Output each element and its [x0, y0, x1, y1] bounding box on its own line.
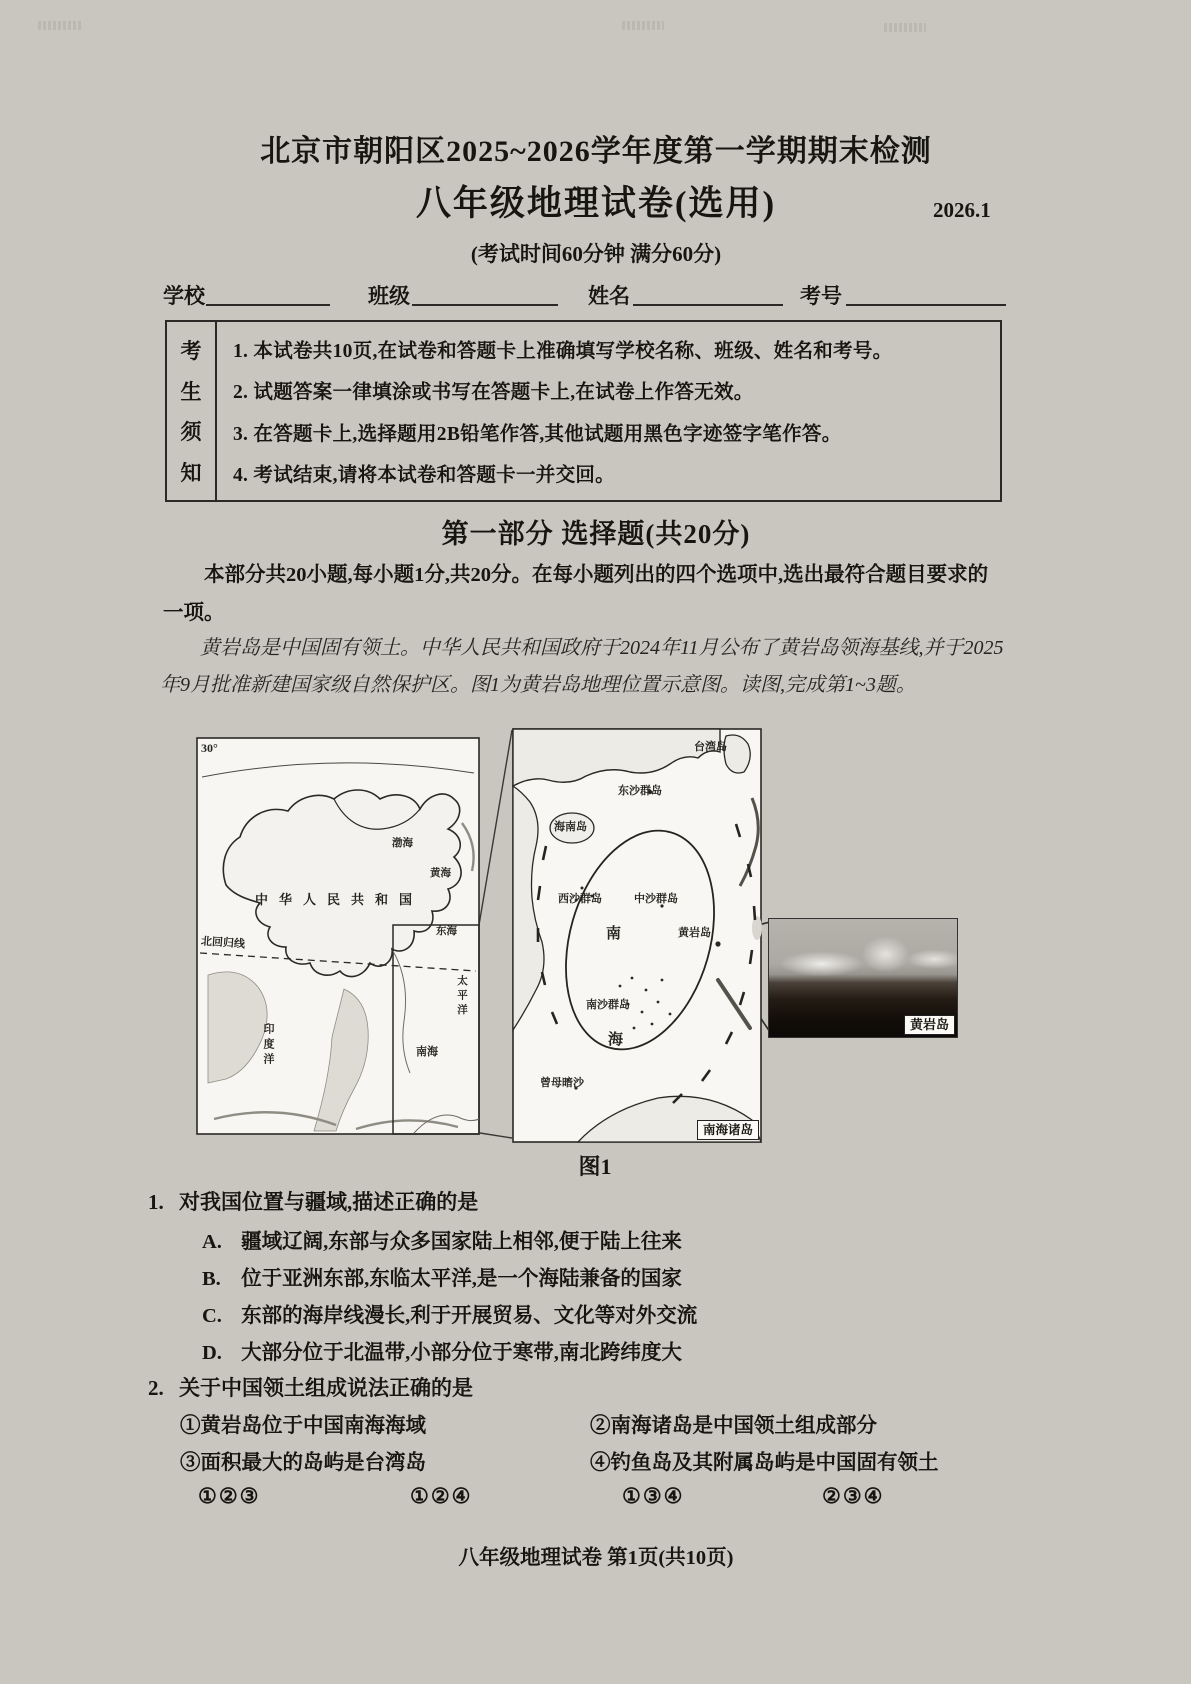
dongsha-islands-label: 东沙群岛: [618, 785, 662, 797]
field-label-number: 考号: [800, 284, 842, 308]
page-subtitle: 八年级地理试卷(选用): [415, 184, 777, 223]
option-key: C.: [202, 1305, 222, 1327]
notice-box: [165, 320, 1002, 502]
choice-b: ①②④: [410, 1484, 473, 1508]
country-label: 中华人民共和国: [254, 892, 423, 907]
option-key: A.: [202, 1231, 222, 1253]
notice-item: 2. 试题答案一律填涂或书写在答题卡上,在试卷上作答无效。: [233, 382, 754, 404]
notice-side-label: [167, 322, 217, 500]
south-china-sea-islands-box-label: 南海诸岛: [697, 1120, 759, 1140]
field-label-name: 姓名: [588, 284, 630, 308]
question-number: 1.: [148, 1190, 164, 1214]
option-text: 东部的海岸线漫长,利于开展贸易、文化等对外交流: [241, 1305, 698, 1327]
zengmu-reef-label: 曾母暗沙: [540, 1077, 584, 1089]
field-label-school: 学校: [163, 284, 205, 308]
notice-items: [217, 322, 1000, 500]
name-blank-line: [633, 280, 783, 306]
field-label-class: 班级: [368, 284, 410, 308]
page-footer: 八年级地理试卷 第1页(共10页): [458, 1547, 734, 1569]
choice-a: ①②③: [198, 1484, 261, 1508]
inset-connector-line: [479, 730, 512, 925]
tropic-label: 北回归线: [200, 935, 246, 951]
notice-side-char: 生: [180, 379, 202, 404]
statement-3: ③面积最大的岛屿是台湾岛: [180, 1452, 426, 1474]
option-row-c: [202, 1298, 697, 1328]
print-mark: [38, 21, 82, 30]
indian-ocean-label: 印度洋: [262, 1023, 274, 1068]
bohai-sea-label: 渤海: [392, 838, 413, 849]
statement-4: ④钓鱼岛及其附属岛屿是中国固有领土: [590, 1452, 939, 1474]
huangyan-island-marker: [715, 941, 720, 946]
notice-item: 1. 本试卷共10页,在试卷和答题卡上准确填写学校名称、班级、姓名和考号。: [233, 340, 893, 362]
south-china-sea-map: [512, 728, 762, 1143]
section-intro: 本部分共20小题,每小题1分,共20分。在每小题列出的四个选项中,选出最符合题目要求的一项。: [163, 564, 989, 624]
page-title: 北京市朝阳区2025~2026学年度第一学期期末检测: [260, 135, 932, 168]
exam-date: 2026.1: [933, 198, 991, 222]
huangyan-island-label: 黄岩岛: [678, 927, 711, 939]
question-1: [148, 1186, 478, 1216]
south-china-sea-label: 南海: [416, 1046, 438, 1058]
question-stem: 对我国位置与疆域,描述正确的是: [179, 1190, 479, 1214]
xisha-islands-label: 西沙群岛: [558, 893, 602, 905]
option-text: 位于亚洲东部,东临太平洋,是一个海陆兼备的国家: [241, 1268, 682, 1290]
notice-item: 3. 在答题卡上,选择题用2B铅笔作答,其他试题用黑色字迹签字笔作答。: [233, 423, 842, 445]
option-row-b: [202, 1261, 682, 1291]
option-row-a: [202, 1224, 682, 1254]
figure-caption: 图1: [578, 1154, 612, 1179]
photo-label: 黄岩岛: [904, 1015, 955, 1035]
print-mark: [622, 21, 664, 30]
notice-side-char: 考: [180, 339, 202, 364]
notice-side-char: 知: [180, 460, 202, 485]
zhongsha-islands-label: 中沙群岛: [634, 893, 678, 905]
yellow-sea-label: 黄海: [430, 868, 451, 879]
option-text: 大部分位于北温带,小部分位于寒带,南北跨纬度大: [241, 1342, 682, 1364]
number-blank-line: [846, 280, 1006, 306]
south-sea-char-label: 南: [606, 926, 622, 942]
philippines-islet: [752, 916, 762, 940]
china-overview-map: [196, 737, 480, 1135]
exam-info: (考试时间60分钟 满分60分): [470, 242, 722, 266]
latitude-label: 30°: [201, 741, 218, 755]
choice-c: ①③④: [622, 1484, 685, 1508]
sea-char-label: 海: [608, 1032, 624, 1048]
school-blank-line: [206, 280, 330, 306]
question-number: 2.: [148, 1376, 164, 1400]
question-2: [148, 1372, 473, 1402]
section-heading: 第一部分 选择题(共20分): [441, 519, 751, 549]
print-mark: [884, 23, 926, 32]
notice-item: 4. 考试结束,请将本试卷和答题卡一并交回。: [233, 465, 615, 487]
statement-1: ①黄岩岛位于中国南海海域: [180, 1415, 426, 1437]
option-text: 疆域辽阔,东部与众多国家陆上相邻,便于陆上往来: [241, 1231, 682, 1253]
notice-side-char: 须: [180, 420, 202, 445]
inset-connector-line: [480, 1133, 512, 1138]
option-row-d: [202, 1335, 682, 1365]
east-china-sea-label: 东海: [436, 926, 457, 937]
option-key: D.: [202, 1342, 222, 1364]
taiwan-island-label: 台湾岛: [694, 741, 727, 753]
passage: 黄岩岛是中国固有领土。中华人民共和国政府于2024年11月公布了黄岩岛领海基线,并于2025年9月批准新建国家级自然保护区。图1为黄岩岛地理位置示意图。读图,完成第1~3题。: [160, 637, 1004, 696]
choice-d: ②③④: [822, 1484, 885, 1508]
huangyan-island-photo: [768, 918, 958, 1038]
statement-2: ②南海诸岛是中国领土组成部分: [590, 1415, 877, 1437]
figure-1: [150, 722, 1040, 1184]
hainan-island-label: 海南岛: [554, 821, 587, 833]
nansha-islands-label: 南沙群岛: [586, 999, 630, 1011]
class-blank-line: [412, 280, 558, 306]
question-stem: 关于中国领土组成说法正确的是: [179, 1376, 473, 1400]
option-key: B.: [202, 1268, 221, 1290]
pacific-ocean-label: 太平洋: [456, 975, 467, 1019]
